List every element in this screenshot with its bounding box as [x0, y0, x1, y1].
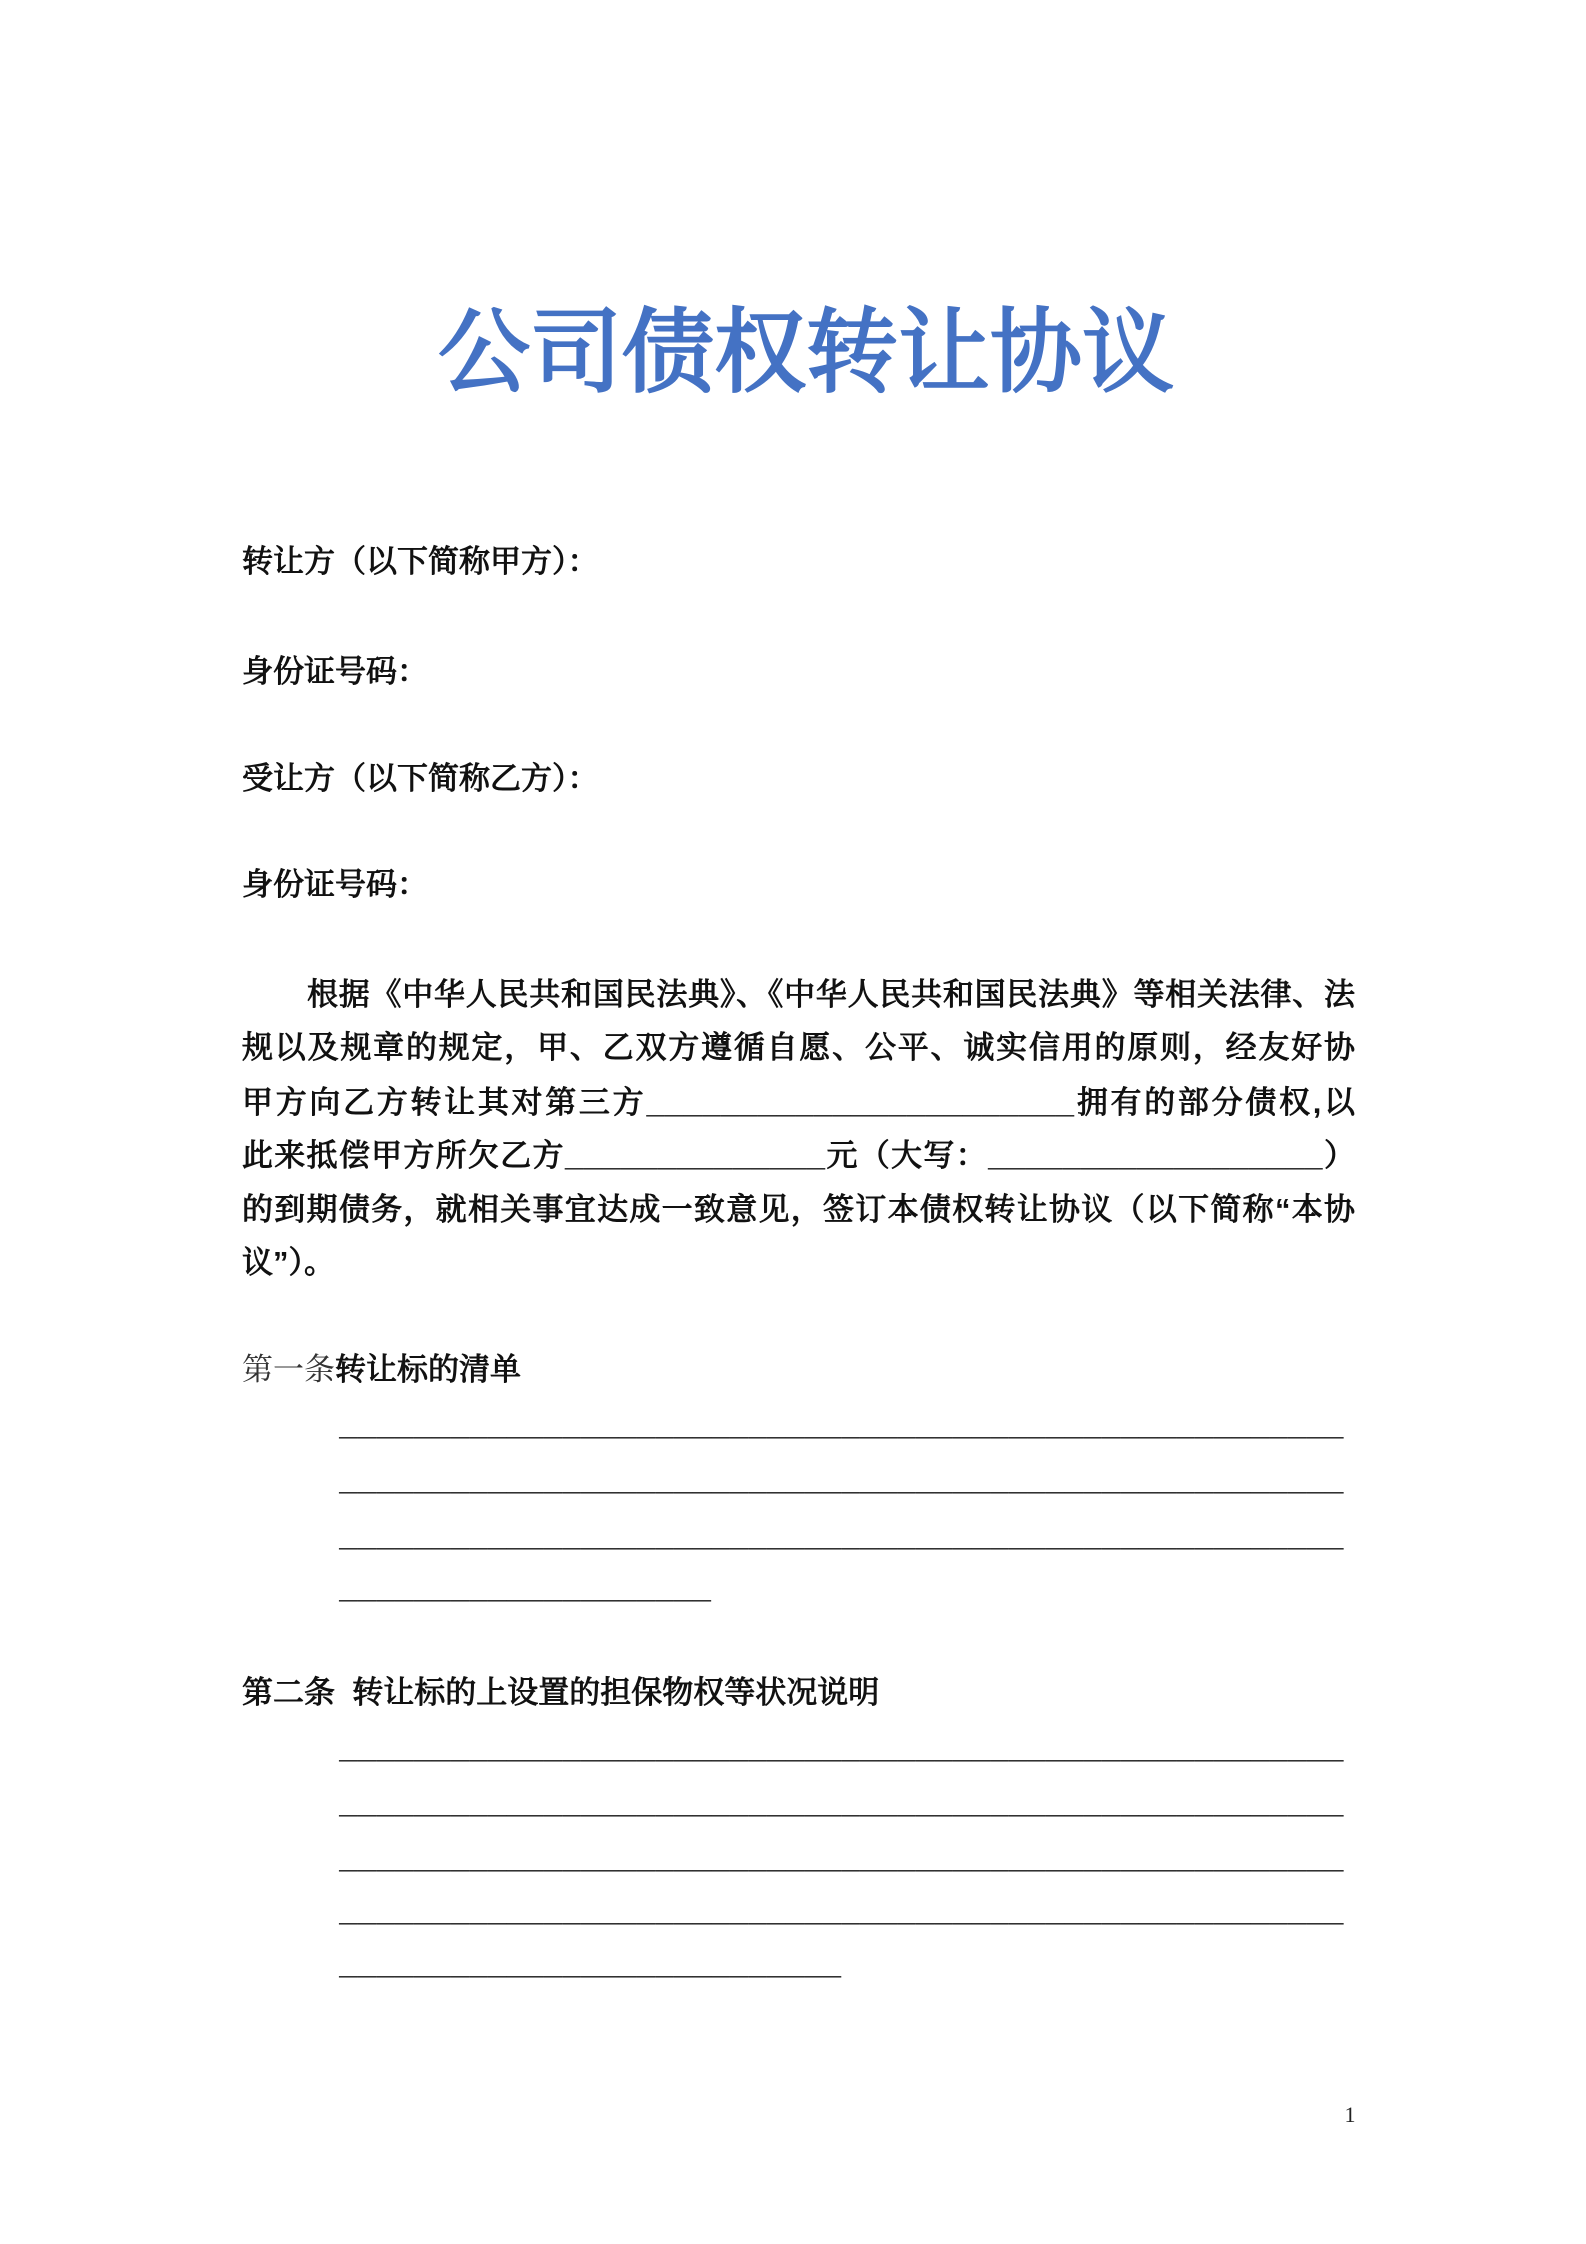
- amount-blank: ______________: [564, 1141, 826, 1176]
- article-2-fill-line: ______________________________________________________: [339, 1843, 1344, 1878]
- preamble-text: 甲方向乙方转让其对第三方: [242, 1085, 647, 1120]
- article-2-fill-line: ___________________________: [339, 1949, 842, 1984]
- article-2-fill-line: ______________________________________________________: [339, 1788, 1344, 1823]
- preamble-text: ）: [1322, 1138, 1355, 1173]
- amount-in-words-blank: __________________: [987, 1141, 1323, 1176]
- article-1-fill-line: ______________________________________________________: [339, 1521, 1344, 1556]
- article-2-fill-line: ______________________________________________________: [339, 1896, 1344, 1931]
- preamble-text: 元（大写：: [825, 1138, 988, 1173]
- preamble-line-6: 议”）。: [242, 1245, 335, 1280]
- article-1-fill-line: ______________________________________________________: [339, 1410, 1344, 1445]
- article-2-fill-line: ______________________________________________________: [339, 1733, 1344, 1768]
- preamble-line-3: [242, 1081, 1355, 1125]
- preamble-line-4: [242, 1134, 1355, 1178]
- transferor-label: 转让方（以下简称甲方）：: [242, 544, 599, 579]
- article-1-fill-line: ____________________: [339, 1573, 712, 1608]
- article-1-number: 第一条: [242, 1352, 335, 1387]
- preamble-text: 拥有的部分债权,以: [1074, 1085, 1355, 1120]
- page-number: 1: [1344, 2102, 1356, 2127]
- preamble-line-1: 根据《中华人民共和国民法典》、《中华人民共和国民法典》等相关法律、法: [307, 977, 1355, 1012]
- preamble-line-5: 的到期债务，就相关事宜达成一致意见，签订本债权转让协议（以下简称“本协: [242, 1192, 1355, 1227]
- document-title: 公司债权转让协议: [437, 302, 1174, 404]
- transferor-id-label: 身份证号码：: [242, 654, 428, 689]
- article-1-heading: 转让标的清单: [335, 1352, 521, 1387]
- third-party-blank: _______________________: [646, 1088, 1075, 1123]
- transferee-id-label: 身份证号码：: [242, 867, 428, 902]
- preamble-line-2: 规以及规章的规定，甲、乙双方遵循自愿、公平、诚实信用的原则，经友好协: [242, 1030, 1355, 1065]
- transferee-label: 受让方（以下简称乙方）：: [242, 761, 599, 796]
- preamble-text: 此来抵偿甲方所欠乙方: [242, 1138, 565, 1173]
- article-2-heading: 第二条 转让标的上设置的担保物权等状况说明: [242, 1675, 880, 1710]
- article-1-title: [242, 1348, 1355, 1392]
- article-1-fill-line: ______________________________________________________: [339, 1465, 1344, 1500]
